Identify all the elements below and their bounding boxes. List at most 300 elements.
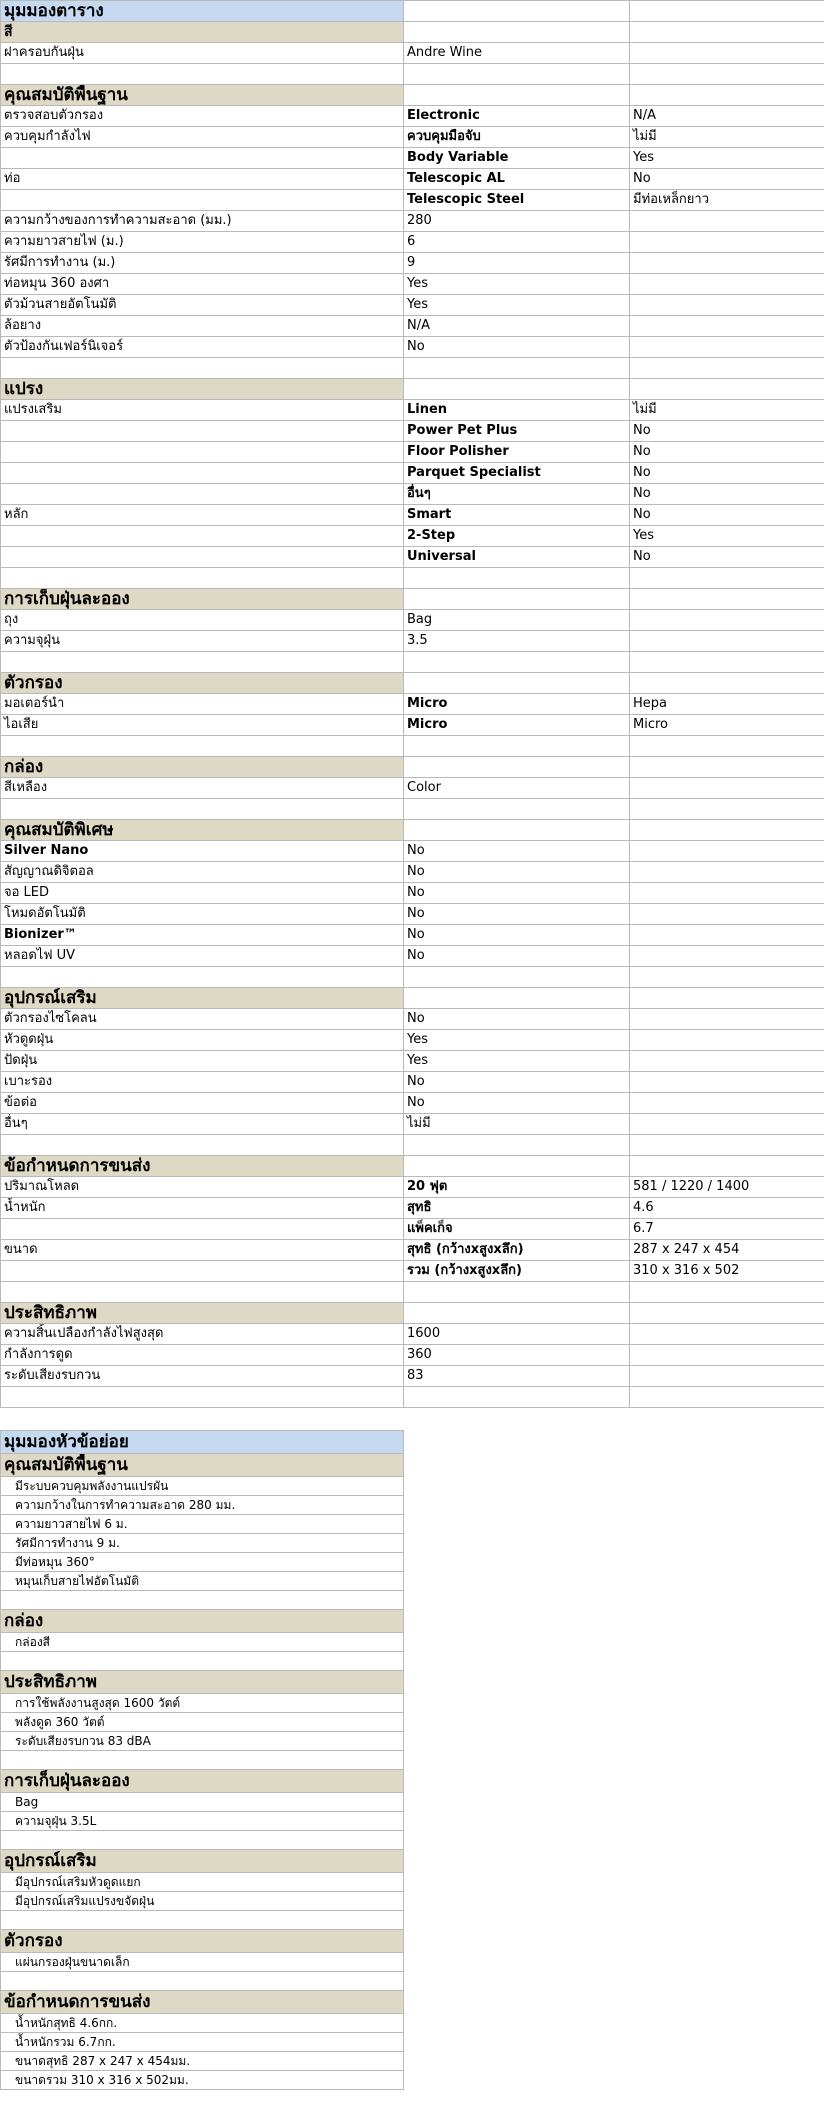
list-item-row [1, 1534, 404, 1553]
empty-cell [404, 1387, 630, 1408]
empty-cell [630, 652, 824, 673]
row-detail [630, 43, 824, 64]
empty-cell [630, 736, 824, 757]
list-item: แผ่นกรองฝุ่นขนาดเล็ก [1, 1953, 404, 1972]
empty-cell [630, 589, 824, 610]
row-label: ตัวม้วนสายอัตโนมัติ [1, 295, 404, 316]
topic-section-header-row [1, 1454, 404, 1477]
row-detail [630, 1072, 824, 1093]
section-heading: สี [1, 22, 404, 43]
section-header-row [1, 988, 824, 1009]
list-item-row [1, 1793, 404, 1812]
topic-view-title: มุมมองหัวข้อย่อย [1, 1431, 404, 1454]
topic-section-header-row [1, 1671, 404, 1694]
section-header-row [1, 673, 824, 694]
row-detail: 6.7 [630, 1219, 824, 1240]
table-row [1, 232, 824, 253]
row-detail: No [630, 505, 824, 526]
row-label: ตัวป้องกันเฟอร์นิเจอร์ [1, 337, 404, 358]
table-row [1, 295, 824, 316]
empty-cell [630, 1387, 824, 1408]
row-label: Bionizer™ [1, 925, 404, 946]
section-header-row [1, 757, 824, 778]
empty-cell [404, 64, 630, 85]
spacer-row [1, 358, 824, 379]
table-row [1, 400, 824, 421]
topic-view-title-row [1, 1431, 404, 1454]
row-detail [630, 1324, 824, 1345]
list-item: น้ำหนักสุทธิ 4.6กก. [1, 2014, 404, 2033]
row-value: แพ็คเก็จ [404, 1219, 630, 1240]
row-detail: Micro [630, 715, 824, 736]
topic-section-heading: กล่อง [1, 1610, 404, 1633]
row-detail [630, 1366, 824, 1387]
table-row [1, 547, 824, 568]
empty-cell [630, 820, 824, 841]
list-item: มีระบบควบคุมพลังงานแปรผัน [1, 1477, 404, 1496]
table-row [1, 106, 824, 127]
row-detail [630, 1030, 824, 1051]
row-detail [630, 316, 824, 337]
list-item-row [1, 1515, 404, 1534]
row-value: No [404, 925, 630, 946]
row-value: 83 [404, 1366, 630, 1387]
section-heading: ประสิทธิภาพ [1, 1303, 404, 1324]
table-row [1, 1324, 824, 1345]
list-item: กล่องสี [1, 1633, 404, 1652]
row-label: ไอเสีย [1, 715, 404, 736]
empty-cell [404, 757, 630, 778]
row-detail [630, 1051, 824, 1072]
spacer-row [1, 967, 824, 988]
row-label: ความกว้างของการทำความสะอาด (มม.) [1, 211, 404, 232]
list-item-row [1, 2033, 404, 2052]
spacer-row [1, 652, 824, 673]
row-detail [630, 925, 824, 946]
table-row [1, 610, 824, 631]
list-item: ความกว้างในการทำความสะอาด 280 มม. [1, 1496, 404, 1515]
list-item: น้ำหนักรวม 6.7กก. [1, 2033, 404, 2052]
row-label: ล้อยาง [1, 316, 404, 337]
topic-section-header-row [1, 1850, 404, 1873]
row-detail: 310 x 316 x 502 [630, 1261, 824, 1282]
table-row [1, 1240, 824, 1261]
table-row [1, 1009, 824, 1030]
empty-cell [1, 1387, 404, 1408]
empty-cell [404, 967, 630, 988]
spacer-row [1, 736, 824, 757]
row-detail [630, 211, 824, 232]
table-row [1, 43, 824, 64]
row-value: 360 [404, 1345, 630, 1366]
row-detail [630, 946, 824, 967]
spacer-row [1, 1831, 404, 1850]
row-detail: No [630, 421, 824, 442]
table-view-title-row [1, 1, 824, 22]
section-header-row [1, 1156, 824, 1177]
row-value: Yes [404, 295, 630, 316]
row-detail [630, 883, 824, 904]
empty-cell [404, 22, 630, 43]
list-item-row [1, 1694, 404, 1713]
row-value: Parquet Specialist [404, 463, 630, 484]
table-row [1, 148, 824, 169]
empty-cell [404, 988, 630, 1009]
row-label [1, 526, 404, 547]
empty-cell [404, 799, 630, 820]
row-detail [630, 1114, 824, 1135]
topic-section-header-row [1, 1610, 404, 1633]
empty-cell [404, 1, 630, 22]
table-row [1, 1093, 824, 1114]
topic-section-heading: ประสิทธิภาพ [1, 1671, 404, 1694]
row-detail [630, 232, 824, 253]
list-item: มีอุปกรณ์เสริมหัวดูดแยก [1, 1873, 404, 1892]
row-value: No [404, 946, 630, 967]
row-detail: Yes [630, 148, 824, 169]
empty-cell [404, 736, 630, 757]
row-value: No [404, 1009, 630, 1030]
row-label [1, 547, 404, 568]
row-detail: มีท่อเหล็กยาว [630, 190, 824, 211]
list-item: ความยาวสายไฟ 6 ม. [1, 1515, 404, 1534]
list-item-row [1, 1953, 404, 1972]
empty-cell [404, 358, 630, 379]
row-detail [630, 1345, 824, 1366]
section-heading: ข้อกำหนดการขนส่ง [1, 1156, 404, 1177]
empty-cell [404, 673, 630, 694]
topic-section-heading: อุปกรณ์เสริม [1, 1850, 404, 1873]
empty-cell [404, 379, 630, 400]
row-value: Telescopic AL [404, 169, 630, 190]
row-value: Micro [404, 694, 630, 715]
row-label [1, 1219, 404, 1240]
row-label: แปรงเสริม [1, 400, 404, 421]
row-detail: No [630, 442, 824, 463]
row-detail: ไม่มี [630, 127, 824, 148]
empty-cell [1, 568, 404, 589]
section-heading: การเก็บฝุ่นละออง [1, 589, 404, 610]
list-item-row [1, 1477, 404, 1496]
row-label [1, 484, 404, 505]
table-row [1, 484, 824, 505]
topic-section-header-row [1, 1770, 404, 1793]
row-value: 280 [404, 211, 630, 232]
table-row [1, 274, 824, 295]
row-detail [630, 1009, 824, 1030]
empty-cell [1, 799, 404, 820]
empty-cell [630, 673, 824, 694]
row-value: Smart [404, 505, 630, 526]
list-item: หมุนเก็บสายไฟอัตโนมัติ [1, 1572, 404, 1591]
spacer-row [1, 1911, 404, 1930]
table-row [1, 463, 824, 484]
row-label: หลอดไฟ UV [1, 946, 404, 967]
row-value: สุทธิ (กว้างxสูงxลึก) [404, 1240, 630, 1261]
table-row [1, 169, 824, 190]
empty-cell [630, 85, 824, 106]
row-detail [630, 274, 824, 295]
empty-cell [630, 358, 824, 379]
list-item: ความจุฝุ่น 3.5L [1, 1812, 404, 1831]
empty-cell [404, 1303, 630, 1324]
row-value: ไม่มี [404, 1114, 630, 1135]
row-label: ระดับเสียงรบกวน [1, 1366, 404, 1387]
empty-cell [630, 379, 824, 400]
table-row [1, 1177, 824, 1198]
section-header-row [1, 589, 824, 610]
list-item-row [1, 1572, 404, 1591]
row-detail [630, 904, 824, 925]
row-detail: No [630, 547, 824, 568]
row-detail [630, 631, 824, 652]
row-detail [630, 253, 824, 274]
table-row [1, 841, 824, 862]
topic-section-heading: ข้อกำหนดการขนส่ง [1, 1991, 404, 2014]
row-label: ขนาด [1, 1240, 404, 1261]
table-row [1, 253, 824, 274]
empty-cell [404, 1135, 630, 1156]
row-label [1, 1261, 404, 1282]
row-label [1, 148, 404, 169]
row-value: Body Variable [404, 148, 630, 169]
empty-cell [1, 1652, 404, 1671]
section-header-row [1, 22, 824, 43]
spacer-row [1, 1751, 404, 1770]
table-row [1, 883, 824, 904]
row-label: อื่นๆ [1, 1114, 404, 1135]
row-detail: Yes [630, 526, 824, 547]
row-label: Silver Nano [1, 841, 404, 862]
row-label: ความจุฝุ่น [1, 631, 404, 652]
row-label: โหมดอัตโนมัติ [1, 904, 404, 925]
table-row [1, 925, 824, 946]
section-heading: คุณสมบัติพื้นฐาน [1, 85, 404, 106]
list-item: ระดับเสียงรบกวน 83 dBA [1, 1732, 404, 1751]
table-row [1, 778, 824, 799]
row-value: 1600 [404, 1324, 630, 1345]
topic-section-heading: การเก็บฝุ่นละออง [1, 1770, 404, 1793]
row-detail: 581 / 1220 / 1400 [630, 1177, 824, 1198]
table-row [1, 1114, 824, 1135]
list-item-row [1, 1553, 404, 1572]
row-label [1, 421, 404, 442]
list-item-row [1, 1892, 404, 1911]
row-label: เบาะรอง [1, 1072, 404, 1093]
row-value: Floor Polisher [404, 442, 630, 463]
row-value: อื่นๆ [404, 484, 630, 505]
list-item: การใช้พลังงานสูงสุด 1600 วัตต์ [1, 1694, 404, 1713]
spacer-row [1, 1282, 824, 1303]
table-row [1, 190, 824, 211]
empty-cell [630, 1, 824, 22]
row-label: จอ LED [1, 883, 404, 904]
row-value: Color [404, 778, 630, 799]
empty-cell [404, 568, 630, 589]
list-item-row [1, 1873, 404, 1892]
row-value: N/A [404, 316, 630, 337]
empty-cell [1, 358, 404, 379]
row-value: ควบคุมมือจับ [404, 127, 630, 148]
row-value: Micro [404, 715, 630, 736]
empty-cell [1, 1831, 404, 1850]
row-label: ท่อหมุน 360 องศา [1, 274, 404, 295]
list-item-row [1, 2071, 404, 2090]
empty-cell [404, 1156, 630, 1177]
row-detail [630, 1093, 824, 1114]
table-row [1, 211, 824, 232]
empty-cell [1, 1282, 404, 1303]
section-header-row [1, 379, 824, 400]
empty-cell [1, 1911, 404, 1930]
row-value: No [404, 1072, 630, 1093]
empty-cell [404, 589, 630, 610]
topic-section-heading: ตัวกรอง [1, 1930, 404, 1953]
table-row [1, 946, 824, 967]
list-item: ขนาดสุทธิ 287 x 247 x 454มม. [1, 2052, 404, 2071]
spacer-row [1, 1652, 404, 1671]
table-row [1, 694, 824, 715]
list-item: มีอุปกรณ์เสริมแปรงขจัดฝุ่น [1, 1892, 404, 1911]
spacer-row [1, 64, 824, 85]
table-row [1, 421, 824, 442]
topic-view [0, 1430, 404, 2090]
list-item: มีท่อหมุน 360° [1, 1553, 404, 1572]
list-item-row [1, 1812, 404, 1831]
list-item-row [1, 1732, 404, 1751]
empty-cell [404, 652, 630, 673]
row-label: สีเหลือง [1, 778, 404, 799]
row-detail: 287 x 247 x 454 [630, 1240, 824, 1261]
row-value: สุทธิ [404, 1198, 630, 1219]
list-item-row [1, 1633, 404, 1652]
row-value: รวม (กว้างxสูงxลึก) [404, 1261, 630, 1282]
row-value: Yes [404, 1051, 630, 1072]
row-value: Telescopic Steel [404, 190, 630, 211]
list-item: พลังดูด 360 วัตต์ [1, 1713, 404, 1732]
table-row [1, 1198, 824, 1219]
row-label: ควบคุมกำลังไฟ [1, 127, 404, 148]
row-value: No [404, 1093, 630, 1114]
row-value: Linen [404, 400, 630, 421]
topic-section-heading: คุณสมบัติพื้นฐาน [1, 1454, 404, 1477]
section-header-row [1, 85, 824, 106]
row-label: หลัก [1, 505, 404, 526]
row-label: ปริมาณโหลด [1, 1177, 404, 1198]
empty-cell [630, 64, 824, 85]
table-row [1, 715, 824, 736]
empty-cell [630, 568, 824, 589]
empty-cell [404, 1282, 630, 1303]
empty-cell [1, 736, 404, 757]
list-item: ขนาดรวม 310 x 316 x 502มม. [1, 2071, 404, 2090]
topic-section-header-row [1, 1930, 404, 1953]
list-item-row [1, 2014, 404, 2033]
section-header-row [1, 1303, 824, 1324]
row-value: Andre Wine [404, 43, 630, 64]
spacer-row [1, 799, 824, 820]
spacer-row [1, 1591, 404, 1610]
row-label: ถุง [1, 610, 404, 631]
row-value: 20 ฟุต [404, 1177, 630, 1198]
row-label [1, 463, 404, 484]
row-label: มอเตอร์นำ [1, 694, 404, 715]
row-label: น้ำหนัก [1, 1198, 404, 1219]
row-detail [630, 610, 824, 631]
empty-cell [630, 757, 824, 778]
row-label: ความยาวสายไฟ (ม.) [1, 232, 404, 253]
table-row [1, 316, 824, 337]
row-value: 9 [404, 253, 630, 274]
table-row [1, 1051, 824, 1072]
row-detail: ไม่มี [630, 400, 824, 421]
row-detail [630, 295, 824, 316]
list-item-row [1, 1496, 404, 1515]
section-heading: ตัวกรอง [1, 673, 404, 694]
section-heading: กล่อง [1, 757, 404, 778]
empty-cell [630, 1282, 824, 1303]
row-label: สัญญาณดิจิตอล [1, 862, 404, 883]
row-label: หัวดูดฝุ่น [1, 1030, 404, 1051]
row-value: Electronic [404, 106, 630, 127]
table-row [1, 1030, 824, 1051]
row-label: ปัดฝุ่น [1, 1051, 404, 1072]
empty-cell [1, 652, 404, 673]
row-detail: 4.6 [630, 1198, 824, 1219]
table-row [1, 337, 824, 358]
row-value: No [404, 904, 630, 925]
row-value: Yes [404, 1030, 630, 1051]
row-value: 3.5 [404, 631, 630, 652]
list-item-row [1, 2052, 404, 2071]
table-row [1, 1261, 824, 1282]
empty-cell [630, 967, 824, 988]
row-value: No [404, 862, 630, 883]
row-label: กำลังการดูด [1, 1345, 404, 1366]
row-value: Bag [404, 610, 630, 631]
section-heading: คุณสมบัติพิเศษ [1, 820, 404, 841]
row-detail: No [630, 463, 824, 484]
row-label: รัศมีการทำงาน (ม.) [1, 253, 404, 274]
row-detail: Hepa [630, 694, 824, 715]
table-view-title: มุมมองตาราง [1, 1, 404, 22]
table-row [1, 1072, 824, 1093]
row-label: ตัวกรองไซโคลน [1, 1009, 404, 1030]
row-label: ข้อต่อ [1, 1093, 404, 1114]
row-value: No [404, 337, 630, 358]
empty-cell [630, 799, 824, 820]
table-row [1, 526, 824, 547]
empty-cell [404, 820, 630, 841]
empty-cell [1, 1972, 404, 1991]
spacer-row [1, 1387, 824, 1408]
list-item: รัศมีการทำงาน 9 ม. [1, 1534, 404, 1553]
row-label: ความสิ้นเปลืองกำลังไฟสูงสุด [1, 1324, 404, 1345]
table-row [1, 442, 824, 463]
row-value: Power Pet Plus [404, 421, 630, 442]
table-row [1, 862, 824, 883]
row-detail [630, 778, 824, 799]
empty-cell [630, 1303, 824, 1324]
empty-cell [630, 22, 824, 43]
row-detail [630, 841, 824, 862]
row-value: No [404, 883, 630, 904]
empty-cell [1, 967, 404, 988]
row-label [1, 190, 404, 211]
table-row [1, 631, 824, 652]
row-detail [630, 862, 824, 883]
empty-cell [1, 64, 404, 85]
